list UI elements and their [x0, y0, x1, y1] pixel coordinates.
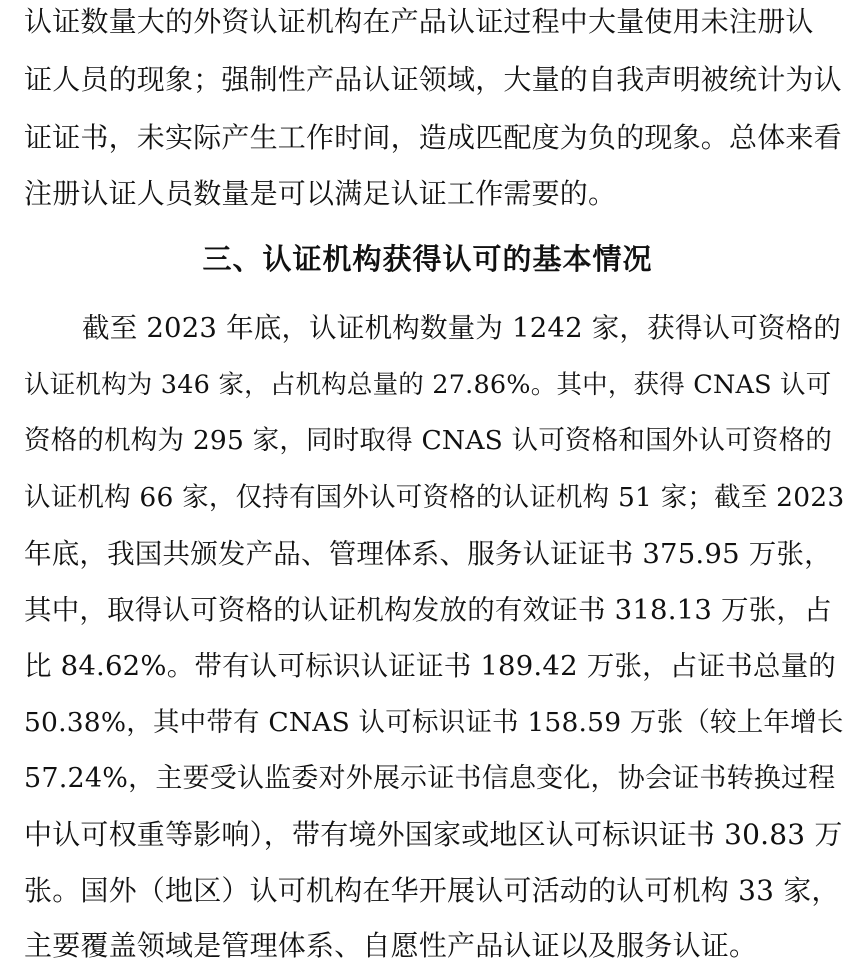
text-line: 认证机构 66 家，仅持有国外认可资格的认证机构 51 家；截至 2023 [24, 482, 845, 513]
text-line: 其中，取得认可资格的认证机构发放的有效证书 318.13 万张，占 [24, 594, 832, 626]
text-line: 50.38%，其中带有 CNAS 认可标识证书 158.59 万张（较上年增长 [24, 707, 844, 738]
text-line: 比 84.62%。带有认可标识认证证书 189.42 万张，占证书总量的 [24, 650, 837, 682]
section-heading: 三、认证机构获得认可的基本情况 [202, 242, 653, 276]
text-line: 主要覆盖领域是管理体系、自愿性产品认证以及服务认证。 [24, 929, 758, 962]
text-line: 证证书，未实际产生工作时间，造成匹配度为负的现象。总体来看 [24, 121, 842, 154]
text-line: 张。国外（地区）认可机构在华开展认可活动的认可机构 33 家， [24, 874, 840, 907]
text-line: 认证机构为 346 家，占机构总量的 27.86%。其中，获得 CNAS 认可 [24, 370, 832, 400]
text-line: 资格的机构为 295 家，同时取得 CNAS 认可资格和国外认可资格的 [24, 425, 833, 456]
text-line: 认证数量大的外资认证机构在产品认证过程中大量使用未注册认 [24, 5, 814, 38]
text-line: 截至 2023 年底，认证机构数量为 1242 家，获得认可资格的 [82, 312, 842, 344]
text-line: 注册认证人员数量是可以满足认证工作需要的。 [24, 177, 617, 210]
text-line: 57.24%，主要受认监委对外展示证书信息变化，协会证书转换过程 [24, 763, 836, 794]
text-line: 证人员的现象；强制性产品认证领域，大量的自我声明被统计为认 [24, 63, 842, 96]
text-line: 年底，我国共颁发产品、管理体系、服务认证证书 375.95 万张， [24, 538, 832, 570]
text-line: 中认可权重等影响），带有境外国家或地区认可标识证书 30.83 万 [24, 818, 843, 851]
